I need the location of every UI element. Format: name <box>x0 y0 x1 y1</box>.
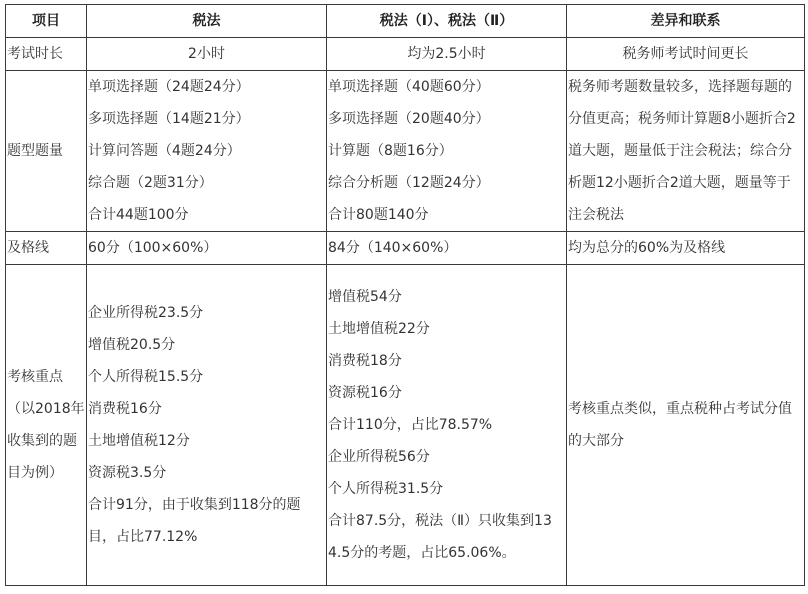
line: 土地增值税12分 <box>88 433 190 449</box>
row-exam-duration <box>6 38 805 71</box>
diff-text: 考核重点类似，重点税种占考试分值的大部分 <box>568 401 792 449</box>
row-exam-focus <box>6 265 805 586</box>
tax12-cell: 84分（140×60%） <box>327 232 567 265</box>
header-tax-1-2: 税法（Ⅰ）、税法（Ⅱ） <box>327 5 567 38</box>
line: 单项选择题（24题24分） <box>88 79 250 95</box>
diff-cell <box>567 265 805 586</box>
line: 增值税54分 <box>328 289 402 305</box>
line: 多项选择题（14题21分） <box>88 111 250 127</box>
diff-text: 税务师考题数量较多，选择题每题的分值更高；税务师计算题8小题折合2道大题，题量低于注会税法；综合分析题12小题折合2道大题，题量等于注会税法 <box>568 79 796 223</box>
row-label-text: 考核重点（以2018年收集到的题目为例） <box>7 369 85 481</box>
diff-cell: 均为总分的60%为及格线 <box>567 232 805 265</box>
row-label: 题型题量 <box>6 71 87 232</box>
tax12-cell <box>327 265 567 586</box>
line: 多项选择题（20题40分） <box>328 111 490 127</box>
line: 合计44题100分 <box>88 207 189 223</box>
line: 资源税16分 <box>328 385 402 401</box>
tax-cell <box>87 71 327 232</box>
row-question-types <box>6 71 805 232</box>
line: 增值税20.5分 <box>88 337 176 353</box>
header-diff: 差异和联系 <box>567 5 805 38</box>
row-label <box>6 265 87 586</box>
line: 综合分析题（12题24分） <box>328 175 490 191</box>
header-item: 项目 <box>6 5 87 38</box>
line: 资源税3.5分 <box>88 465 167 481</box>
line: 合计80题140分 <box>328 207 429 223</box>
header-tax: 税法 <box>87 5 327 38</box>
line: 计算问答题（4题24分） <box>88 143 241 159</box>
line: 计算题（8题16分） <box>328 143 453 159</box>
line: 合计110分，占比78.57% <box>328 417 493 433</box>
tax12-cell <box>327 71 567 232</box>
diff-cell: 税务师考试时间更长 <box>567 38 805 71</box>
line: 企业所得税56分 <box>328 449 430 465</box>
line: 单项选择题（40题60分） <box>328 79 490 95</box>
row-pass-line <box>6 232 805 265</box>
row-label: 考试时长 <box>6 38 87 71</box>
tax12-cell: 均为2.5小时 <box>327 38 567 71</box>
line: 个人所得税15.5分 <box>88 369 204 385</box>
line: 消费税18分 <box>328 353 402 369</box>
tax-cell <box>87 265 327 586</box>
line: 综合题（2题31分） <box>88 175 213 191</box>
line: 土地增值税22分 <box>328 321 430 337</box>
row-label: 及格线 <box>6 232 87 265</box>
line: 消费税16分 <box>88 401 162 417</box>
total-line: 合计87.5分，税法（Ⅱ）只收集到134.5分的考题，占比65.06%。 <box>328 513 552 561</box>
line: 企业所得税23.5分 <box>88 305 204 321</box>
diff-cell <box>567 71 805 232</box>
header-row <box>6 5 805 38</box>
total-line: 合计91分，由于收集到118分的题目，占比77.12% <box>88 497 301 545</box>
tax-cell: 2小时 <box>87 38 327 71</box>
comparison-table <box>5 4 805 586</box>
tax-cell: 60分（100×60%） <box>87 232 327 265</box>
line: 个人所得税31.5分 <box>328 481 444 497</box>
